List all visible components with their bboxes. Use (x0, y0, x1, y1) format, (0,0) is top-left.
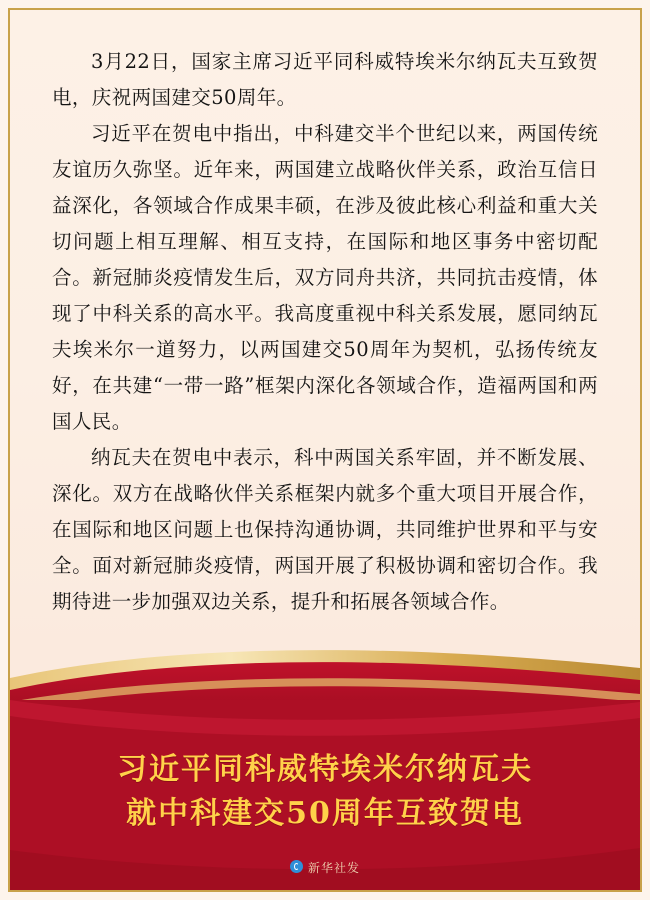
poster-title (10, 748, 640, 836)
article-paragraph: 3月22日，国家主席习近平同科威特埃米尔纳瓦夫互致贺电，庆祝两国建交50周年。 (52, 50, 598, 109)
credit-line (10, 859, 640, 876)
title-line-1: 习近平同科威特埃米尔纳瓦夫 (117, 752, 533, 787)
credit-text: 新华社发 (307, 861, 360, 875)
article-body (52, 44, 598, 620)
xinhua-logo-icon (290, 860, 303, 873)
article-paper (10, 10, 640, 660)
article-paragraph: 习近平在贺电中指出，中科建交半个世纪以来，两国传统友谊历久弥坚。近年来，两国建立战略伙伴关系，政治互信日益深化，各领域合作成果丰硕，在涉及彼此核心利益和重大关切问题上相互理解、相互支持，在国际和地区事务中密切配合。新冠肺炎疫情发生后，双方同舟共济，共同抗击疫情，体现了中科关系的高水平。我高度重视中科关系发展，愿同纳瓦夫埃米尔一道努力，以两国建交50周年为契机，弘扬传统友好，在共建“一带一路”框架内深化各领域合作，造福两国和两国人民。 (52, 122, 598, 433)
title-line-2: 就中科建交50周年互致贺电 (126, 796, 524, 831)
title-banner (10, 700, 640, 890)
article-paragraph: 纳瓦夫在贺电中表示，科中两国关系牢固，并不断发展、深化。双方在战略伙伴关系框架内就多个重大项目开展合作，在国际和地区问题上也保持沟通协调，共同维护世界和平与安全。面对新冠肺炎疫情，两国开展了积极协调和密切合作。我期待进一步加强双边关系，提升和拓展各领域合作。 (52, 446, 598, 613)
